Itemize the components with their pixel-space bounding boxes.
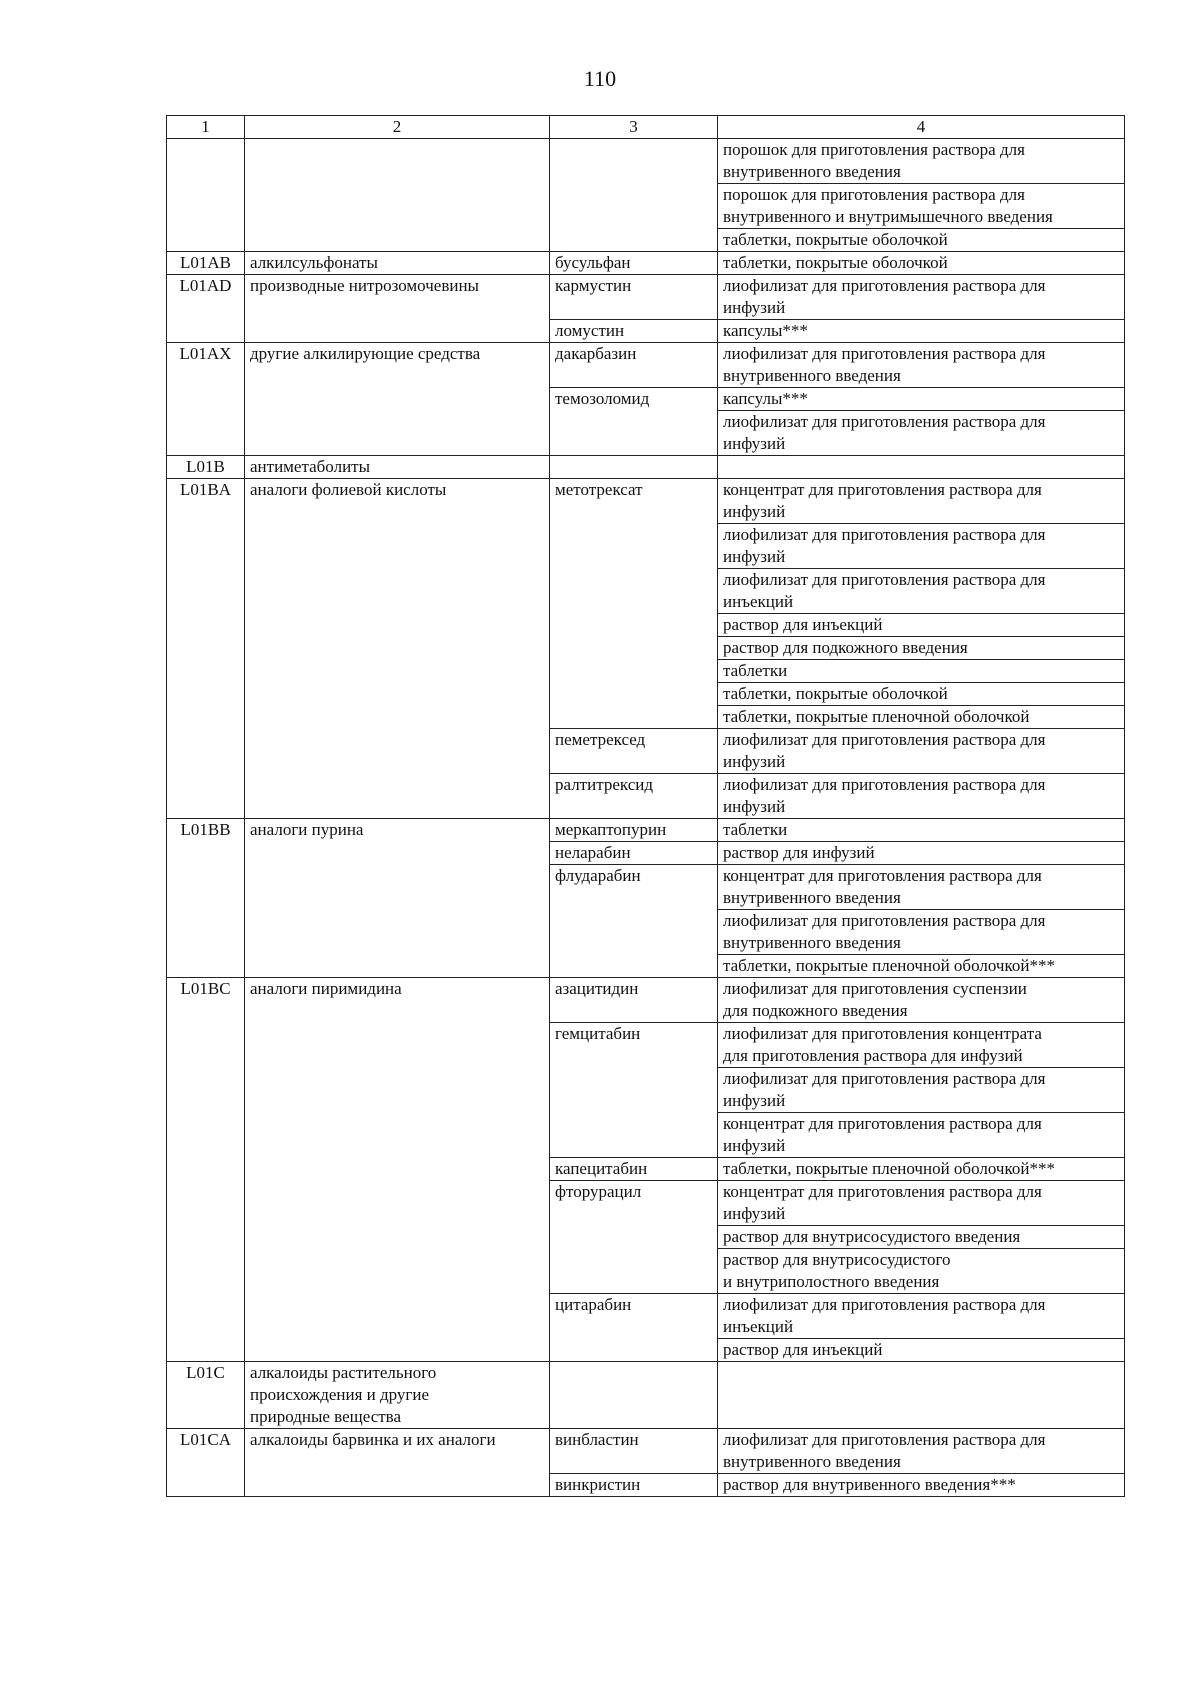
dosage-form-cell: капсулы*** [718,320,1125,343]
dosage-form-cell: лиофилизат для приготовления раствора для инъекций [718,569,1125,614]
table-row [167,456,1125,479]
dosage-form-cell: лиофилизат для приготовления раствора для инфузий [718,729,1125,774]
dosage-form-cell: раствор для внутривенного введения*** [718,1474,1125,1497]
group-name-cell: другие алкилирующие средства [245,343,550,456]
group-name-cell: аналоги пиримидина [245,978,550,1362]
table-row [167,252,1125,275]
dosage-form-cell: лиофилизат для приготовления раствора для внутривенного введения [718,343,1125,388]
table-row [167,275,1125,320]
dosage-form-cell: таблетки [718,819,1125,842]
dosage-form-cell: лиофилизат для приготовления раствора для внутривенного введения [718,1429,1125,1474]
drug-name-cell: цитарабин [550,1294,718,1362]
group-name-cell: аналоги пурина [245,819,550,978]
dosage-form-cell: лиофилизат для приготовления раствора для инфузий [718,524,1125,569]
dosage-form-cell: раствор для инъекций [718,614,1125,637]
drug-name-cell: ломустин [550,320,718,343]
drug-name-cell: кармустин [550,275,718,320]
group-name-cell: алкилсульфонаты [245,252,550,275]
drug-name-cell [550,456,718,479]
dosage-form-cell: раствор для внутрисосудистого введения [718,1226,1125,1249]
atc-code-cell: L01BC [167,978,245,1362]
atc-code-cell: L01CA [167,1429,245,1497]
group-name-cell: антиметаболиты [245,456,550,479]
dosage-form-cell: таблетки, покрытые оболочкой [718,683,1125,706]
drug-name-cell [550,139,718,252]
drug-name-cell: меркаптопурин [550,819,718,842]
dosage-form-cell: лиофилизат для приготовления суспензии для подкожного введения [718,978,1125,1023]
drug-table [166,115,1125,1497]
atc-code-cell: L01AD [167,275,245,343]
dosage-form-cell: концентрат для приготовления раствора для инфузий [718,479,1125,524]
drug-name-cell: винбластин [550,1429,718,1474]
drug-name-cell: фторурацил [550,1181,718,1294]
dosage-form-cell: раствор для внутрисосудистого и внутриполостного введения [718,1249,1125,1294]
dosage-form-cell: концентрат для приготовления раствора для инфузий [718,1181,1125,1226]
group-name-cell: аналоги фолиевой кислоты [245,479,550,819]
column-header: 1 [167,116,245,139]
drug-name-cell: пеметрексед [550,729,718,774]
drug-name-cell: метотрексат [550,479,718,729]
drug-name-cell: гемцитабин [550,1023,718,1158]
table-row [167,1429,1125,1474]
dosage-form-cell: таблетки, покрытые пленочной оболочкой*** [718,1158,1125,1181]
dosage-form-cell: лиофилизат для приготовления раствора для инфузий [718,275,1125,320]
dosage-form-cell: лиофилизат для приготовления раствора для внутривенного введения [718,910,1125,955]
table-row [167,978,1125,1023]
atc-code-cell: L01BB [167,819,245,978]
dosage-form-cell: лиофилизат для приготовления раствора для инфузий [718,1068,1125,1113]
dosage-form-cell: концентрат для приготовления раствора для инфузий [718,1113,1125,1158]
table-row [167,1362,1125,1429]
dosage-form-cell: лиофилизат для приготовления концентрата для приготовления раствора для инфузий [718,1023,1125,1068]
dosage-form-cell: лиофилизат для приготовления раствора для инфузий [718,411,1125,456]
drug-name-cell: дакарбазин [550,343,718,388]
drug-name-cell: бусульфан [550,252,718,275]
group-name-cell: алкалоиды растительного происхождения и другие природные вещества [245,1362,550,1429]
dosage-form-cell: порошок для приготовления раствора для внутривенного введения [718,139,1125,184]
table-row [167,139,1125,184]
dosage-form-cell: таблетки, покрытые оболочкой [718,252,1125,275]
drug-name-cell: винкристин [550,1474,718,1497]
dosage-form-cell [718,456,1125,479]
atc-code-cell: L01B [167,456,245,479]
dosage-form-cell: таблетки [718,660,1125,683]
drug-name-cell: азацитидин [550,978,718,1023]
drug-name-cell: капецитабин [550,1158,718,1181]
drug-name-cell: флударабин [550,865,718,978]
dosage-form-cell: раствор для подкожного введения [718,637,1125,660]
dosage-form-cell: таблетки, покрытые пленочной оболочкой [718,706,1125,729]
column-header: 4 [718,116,1125,139]
group-name-cell [245,139,550,252]
header-row [167,116,1125,139]
atc-code-cell: L01AX [167,343,245,456]
table-row [167,343,1125,388]
atc-code-cell: L01BA [167,479,245,819]
table-row [167,819,1125,842]
drug-name-cell [550,1362,718,1429]
dosage-form-cell: таблетки, покрытые оболочкой [718,229,1125,252]
table-row [167,479,1125,524]
group-name-cell: алкалоиды барвинка и их аналоги [245,1429,550,1497]
dosage-form-cell: лиофилизат для приготовления раствора для инфузий [718,774,1125,819]
atc-code-cell: L01AB [167,252,245,275]
drug-name-cell: неларабин [550,842,718,865]
dosage-form-cell: раствор для инфузий [718,842,1125,865]
column-header: 3 [550,116,718,139]
drug-name-cell: темозоломид [550,388,718,456]
atc-code-cell [167,139,245,252]
group-name-cell: производные нитрозомочевины [245,275,550,343]
dosage-form-cell: лиофилизат для приготовления раствора для инъекций [718,1294,1125,1339]
column-header: 2 [245,116,550,139]
dosage-form-cell: капсулы*** [718,388,1125,411]
atc-code-cell: L01C [167,1362,245,1429]
page-number: 110 [583,66,617,91]
dosage-form-cell: порошок для приготовления раствора для внутривенного и внутримышечного введения [718,184,1125,229]
drug-name-cell: ралтитрексид [550,774,718,819]
dosage-form-cell [718,1362,1125,1429]
dosage-form-cell: концентрат для приготовления раствора для внутривенного введения [718,865,1125,910]
dosage-form-cell: таблетки, покрытые пленочной оболочкой*** [718,955,1125,978]
dosage-form-cell: раствор для инъекций [718,1339,1125,1362]
